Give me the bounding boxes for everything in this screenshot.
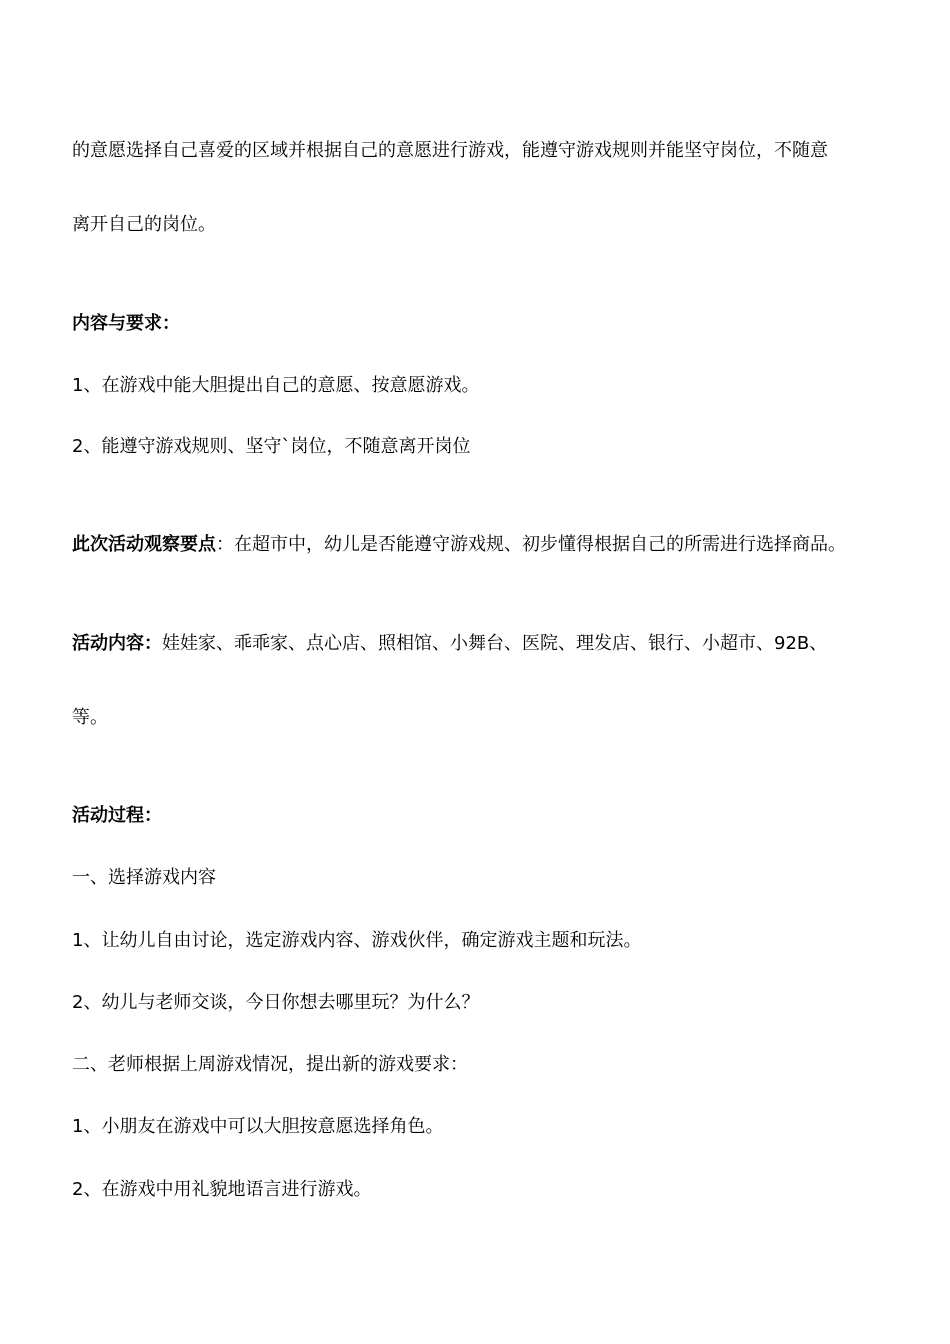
list-item: 2、在游戏中用礼貌地语言进行游戏。 [72, 1179, 372, 1200]
list-item: 2、幼儿与老师交谈，今日你想去哪里玩？为什么？ [72, 992, 480, 1013]
list-item: 2、能遵守游戏规则、坚守`岗位，不随意离开岗位 [72, 436, 471, 457]
list-item: 1、小朋友在游戏中可以大胆按意愿选择角色。 [72, 1116, 444, 1137]
paragraph-line: 等。 [72, 707, 108, 728]
paragraph-line: 离开自己的岗位。 [72, 214, 216, 235]
activity-content-paragraph [72, 632, 827, 656]
observation-paragraph [72, 533, 846, 557]
section-heading: 内容与要求： [72, 313, 180, 334]
section-heading: 此次活动观察要点 [72, 534, 216, 555]
section-heading: 活动过程： [72, 805, 162, 826]
list-item: 一、选择游戏内容 [72, 867, 216, 888]
paragraph-line: 的意愿选择自己喜爱的区域并根据自己的意愿进行游戏，能遵守游戏规则并能坚守岗位，不随意 [72, 140, 828, 161]
paragraph-text: 娃娃家、乖乖家、点心店、照相馆、小舞台、医院、理发店、银行、小超市、92B、 [162, 633, 828, 654]
section-heading: 活动内容： [72, 633, 162, 654]
list-item: 1、在游戏中能大胆提出自己的意愿、按意愿游戏。 [72, 375, 480, 396]
paragraph-text: ：在超市中，幼儿是否能遵守游戏规、初步懂得根据自己的所需进行选择商品。 [216, 534, 846, 555]
list-item: 二、老师根据上周游戏情况，提出新的游戏要求： [72, 1054, 468, 1075]
list-item: 1、让幼儿自由讨论，选定游戏内容、游戏伙伴，确定游戏主题和玩法。 [72, 930, 642, 951]
